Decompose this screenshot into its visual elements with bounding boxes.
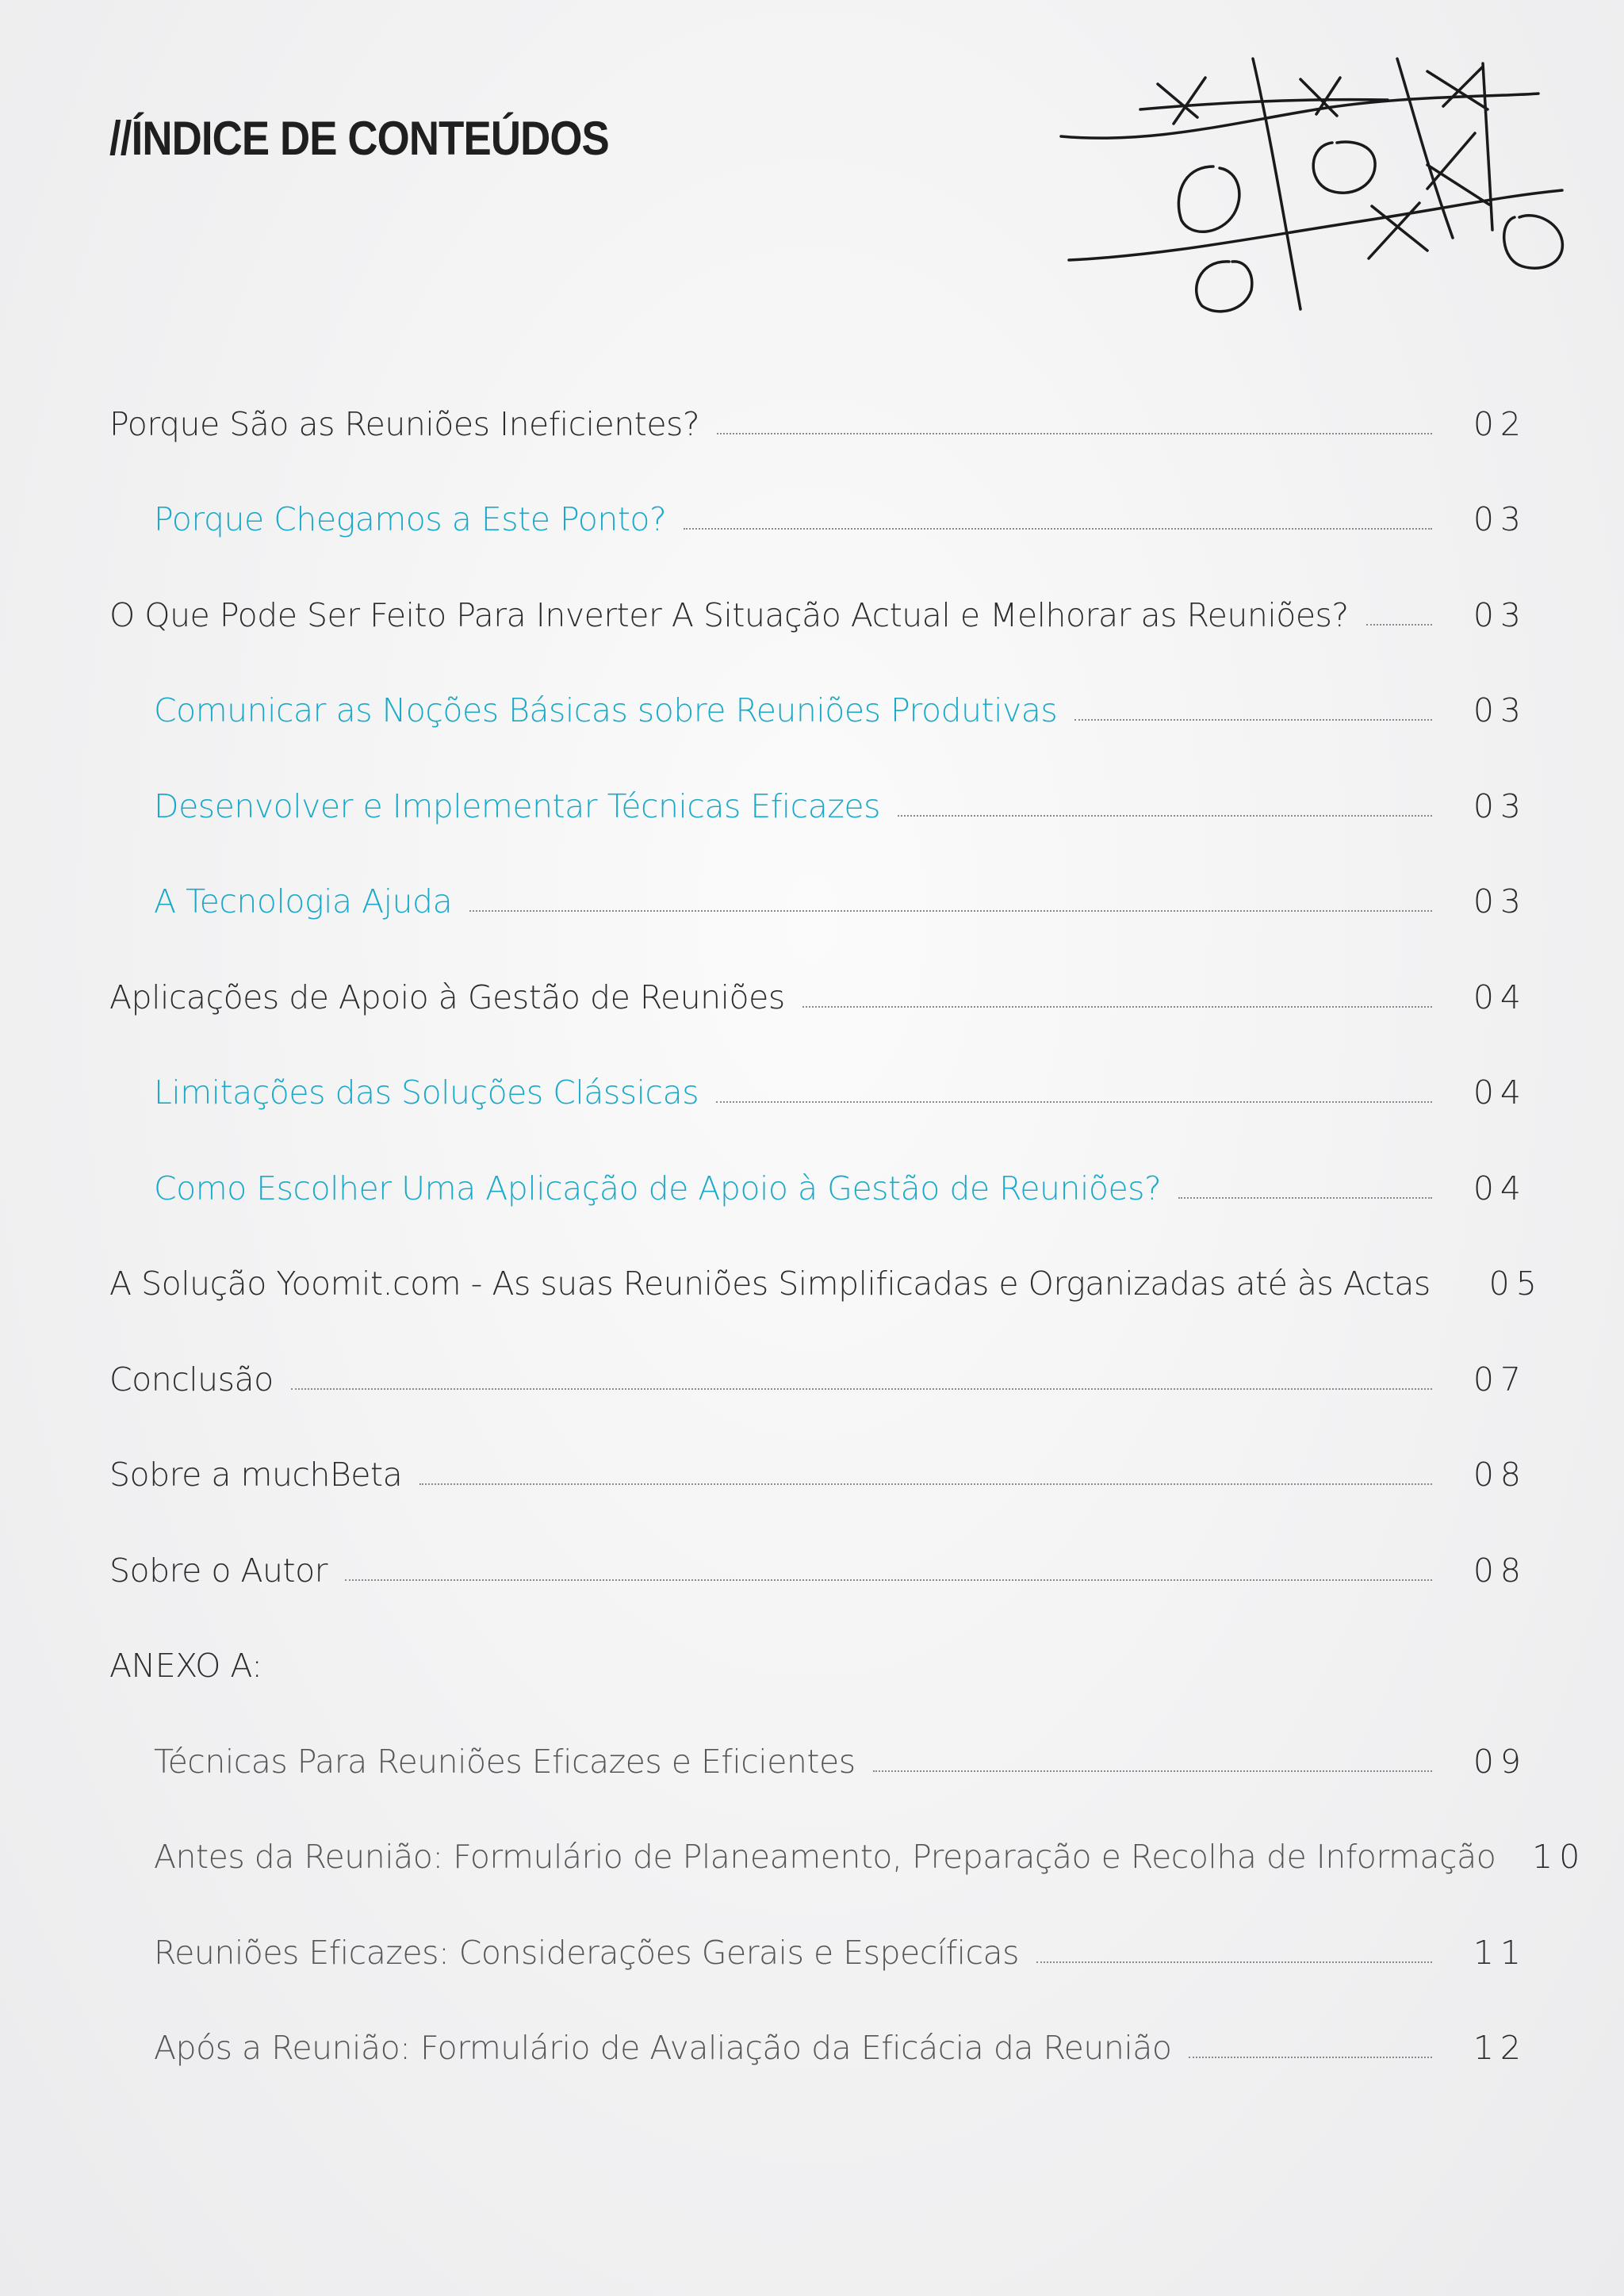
toc-entry-label: Comunicar as Noções Básicas sobre Reuniões Produtivas bbox=[154, 691, 1058, 729]
toc-entry-label: Desenvolver e Implementar Técnicas Eficazes bbox=[154, 787, 880, 825]
toc-page-number: 08 bbox=[1473, 1456, 1527, 1494]
toc-entry-label: A Tecnologia Ajuda bbox=[154, 882, 453, 920]
dotted-leader bbox=[1178, 1197, 1432, 1199]
dotted-leader bbox=[419, 1483, 1432, 1485]
toc-entry-label: Reuniões Eficazes: Considerações Gerais e Específicas bbox=[154, 1934, 1020, 1972]
toc-page-number: 08 bbox=[1473, 1552, 1527, 1590]
toc-annex-entry[interactable] bbox=[109, 1925, 1527, 1980]
dotted-leader bbox=[873, 1770, 1432, 1772]
toc-entry-label: A Solução Yoomit.com - As suas Reuniões Simplificadas e Organizadas até às Actas bbox=[109, 1265, 1431, 1303]
toc-annex-entry[interactable] bbox=[109, 1734, 1527, 1789]
toc-page-number: 09 bbox=[1473, 1743, 1527, 1781]
toc-page-number: 03 bbox=[1473, 596, 1527, 634]
dotted-leader bbox=[345, 1579, 1432, 1581]
dotted-leader bbox=[291, 1388, 1432, 1390]
toc-page-number: 05 bbox=[1488, 1265, 1543, 1303]
dotted-leader bbox=[717, 433, 1432, 434]
toc-entry-label: Antes da Reunião: Formulário de Planeamento, Preparação e Recolha de Informação bbox=[154, 1838, 1496, 1876]
toc-entry-label: Sobre a muchBeta bbox=[109, 1456, 403, 1494]
toc-annex-entry[interactable] bbox=[109, 1829, 1587, 1885]
dotted-leader bbox=[469, 910, 1432, 912]
toc-page-number: 03 bbox=[1473, 500, 1527, 538]
toc-entry-label: Após a Reunião: Formulário de Avaliação da Eficácia da Reunião bbox=[154, 2029, 1172, 2067]
dotted-leader bbox=[1189, 2057, 1432, 2058]
toc-entry[interactable] bbox=[109, 1256, 1543, 1311]
toc-page-number: 11 bbox=[1473, 1934, 1527, 1972]
toc-page-number: 10 bbox=[1532, 1838, 1587, 1876]
toc-entry-label: Conclusão bbox=[109, 1360, 274, 1399]
toc-entry[interactable] bbox=[109, 1543, 1527, 1598]
dotted-leader bbox=[1366, 624, 1432, 626]
page-title: //ÍNDICE DE CONTEÚDOS bbox=[109, 112, 609, 165]
toc-page-number: 03 bbox=[1473, 882, 1527, 920]
dotted-leader bbox=[1036, 1961, 1432, 1963]
toc-page-number: 04 bbox=[1473, 978, 1527, 1016]
toc-entry-label: Limitações das Soluções Clássicas bbox=[154, 1073, 699, 1112]
toc-entry-label: O Que Pode Ser Feito Para Inverter A Situação Actual e Melhorar as Reuniões? bbox=[109, 596, 1349, 634]
toc-entry-label: Porque Chegamos a Este Ponto? bbox=[154, 500, 667, 538]
toc-entry[interactable] bbox=[109, 970, 1527, 1025]
toc-entry[interactable] bbox=[109, 396, 1527, 452]
toc-entry[interactable] bbox=[109, 587, 1527, 643]
toc-page-number: 07 bbox=[1473, 1360, 1527, 1399]
dotted-leader bbox=[802, 1006, 1432, 1008]
toc-page-number: 02 bbox=[1473, 405, 1527, 443]
toc-entry[interactable] bbox=[109, 1352, 1527, 1407]
dotted-leader bbox=[684, 528, 1432, 530]
toc-subentry[interactable] bbox=[109, 779, 1527, 834]
toc-page-number: 04 bbox=[1473, 1073, 1527, 1112]
toc-subentry[interactable] bbox=[109, 492, 1527, 547]
toc-entry-label: Aplicações de Apoio à Gestão de Reuniões bbox=[109, 978, 785, 1016]
toc-entry-label: ANEXO A: bbox=[109, 1647, 262, 1685]
toc-annex-heading bbox=[109, 1638, 1527, 1693]
toc-entry-label: Técnicas Para Reuniões Eficazes e Eficientes bbox=[154, 1743, 856, 1781]
toc-page-number: 03 bbox=[1473, 787, 1527, 825]
toc-annex-entry[interactable] bbox=[109, 2020, 1527, 2076]
toc-subentry[interactable] bbox=[109, 1065, 1527, 1120]
toc-page-number: 04 bbox=[1473, 1169, 1527, 1207]
toc-page-number: 12 bbox=[1473, 2029, 1527, 2067]
toc-subentry[interactable] bbox=[109, 683, 1527, 738]
toc-subentry[interactable] bbox=[109, 874, 1527, 929]
toc-entry-label: Porque São as Reuniões Ineficientes? bbox=[109, 405, 700, 443]
toc-page-number: 03 bbox=[1473, 691, 1527, 729]
toc-entry-label: Como Escolher Uma Aplicação de Apoio à Gestão de Reuniões? bbox=[154, 1169, 1162, 1207]
toc-entry-label: Sobre o Autor bbox=[109, 1552, 328, 1590]
dotted-leader bbox=[716, 1101, 1432, 1103]
toc-subentry[interactable] bbox=[109, 1161, 1527, 1216]
dotted-leader bbox=[1074, 719, 1432, 721]
toc-entry[interactable] bbox=[109, 1447, 1527, 1502]
dotted-leader bbox=[898, 815, 1432, 817]
